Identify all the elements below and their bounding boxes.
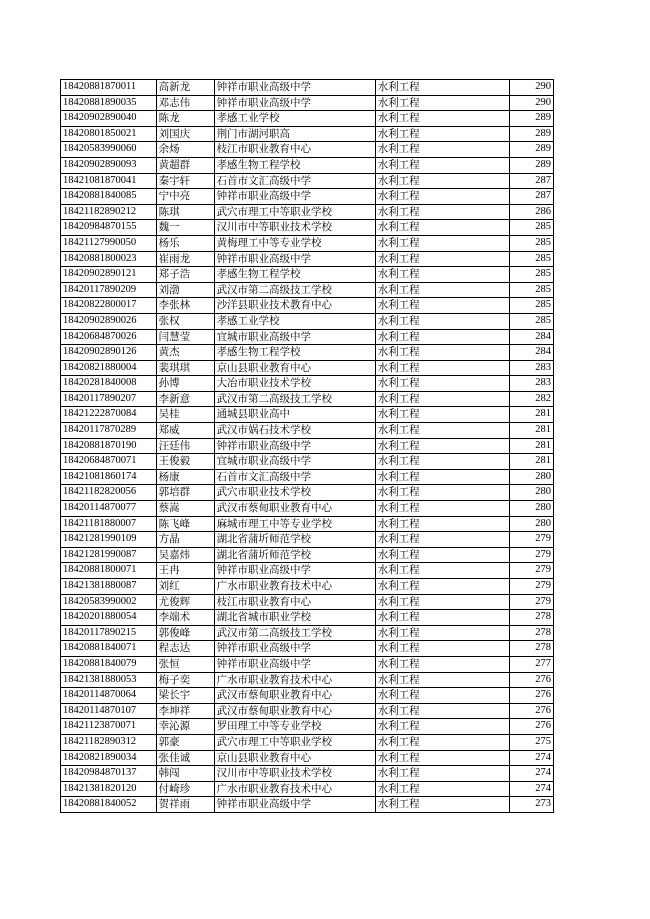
school-name-cell: 石首市文汇高级中学 <box>214 469 375 485</box>
major-cell: 水利工程 <box>375 688 509 704</box>
student-name-cell: 汪廷伟 <box>156 438 214 454</box>
exam-number-cell: 18420114870077 <box>61 501 157 517</box>
major-cell: 水利工程 <box>375 267 509 283</box>
table-row <box>61 345 554 361</box>
exam-number-cell: 18420902890121 <box>61 267 157 283</box>
student-name-cell: 郭豪 <box>156 734 214 750</box>
table-row <box>61 298 554 314</box>
score-cell: 290 <box>509 80 553 96</box>
student-name-cell: 郭俊峰 <box>156 625 214 641</box>
school-name-cell: 孝感生物工程学校 <box>214 157 375 173</box>
school-name-cell: 武汉市第二高级技工学校 <box>214 625 375 641</box>
major-cell: 水利工程 <box>375 641 509 657</box>
major-cell: 水利工程 <box>375 376 509 392</box>
exam-number-cell: 18420117890209 <box>61 282 157 298</box>
major-cell: 水利工程 <box>375 766 509 782</box>
major-cell: 水利工程 <box>375 469 509 485</box>
table-row <box>61 594 554 610</box>
table-row <box>61 251 554 267</box>
student-name-cell: 陈龙 <box>156 111 214 127</box>
score-table-body <box>61 80 554 813</box>
school-name-cell: 京山县职业教育中心 <box>214 360 375 376</box>
exam-number-cell: 18420117890215 <box>61 625 157 641</box>
exam-number-cell: 18420881840085 <box>61 189 157 205</box>
student-name-cell: 高新龙 <box>156 80 214 96</box>
major-cell: 水利工程 <box>375 610 509 626</box>
school-name-cell: 钟祥市职业高级中学 <box>214 95 375 111</box>
exam-number-cell: 18420881800023 <box>61 251 157 267</box>
exam-number-cell: 18420201880054 <box>61 610 157 626</box>
table-row <box>61 719 554 735</box>
exam-number-cell: 18420881840079 <box>61 656 157 672</box>
student-name-cell: 邓志伟 <box>156 95 214 111</box>
major-cell: 水利工程 <box>375 95 509 111</box>
table-row <box>61 469 554 485</box>
school-name-cell: 武穴市理工中等职业学校 <box>214 204 375 220</box>
major-cell: 水利工程 <box>375 126 509 142</box>
school-name-cell: 广水市职业教育技术中心 <box>214 672 375 688</box>
table-row <box>61 80 554 96</box>
student-name-cell: 贺祥雨 <box>156 797 214 813</box>
student-name-cell: 张佳诚 <box>156 750 214 766</box>
score-cell: 287 <box>509 173 553 189</box>
student-name-cell: 尤俊辉 <box>156 594 214 610</box>
exam-number-cell: 18420684870026 <box>61 329 157 345</box>
table-row <box>61 391 554 407</box>
major-cell: 水利工程 <box>375 298 509 314</box>
score-cell: 274 <box>509 781 553 797</box>
score-cell: 277 <box>509 656 553 672</box>
score-cell: 279 <box>509 547 553 563</box>
score-cell: 276 <box>509 703 553 719</box>
school-name-cell: 沙洋县职业技术教育中心 <box>214 298 375 314</box>
student-name-cell: 付崎珍 <box>156 781 214 797</box>
school-name-cell: 钟祥市职业高级中学 <box>214 438 375 454</box>
score-cell: 279 <box>509 594 553 610</box>
table-row <box>61 579 554 595</box>
table-row <box>61 282 554 298</box>
score-cell: 276 <box>509 719 553 735</box>
score-cell: 285 <box>509 298 553 314</box>
table-row <box>61 781 554 797</box>
table-row <box>61 438 554 454</box>
school-name-cell: 黄梅理工中等专业学校 <box>214 235 375 251</box>
exam-number-cell: 18420902890040 <box>61 111 157 127</box>
score-cell: 279 <box>509 563 553 579</box>
score-cell: 289 <box>509 111 553 127</box>
school-name-cell: 武汉市蔡甸职业教育中心 <box>214 688 375 704</box>
table-row <box>61 501 554 517</box>
exam-number-cell: 18420902890126 <box>61 345 157 361</box>
school-name-cell: 钟祥市职业高级中学 <box>214 563 375 579</box>
exam-number-cell: 18420583990002 <box>61 594 157 610</box>
student-name-cell: 蔡嵩 <box>156 501 214 517</box>
exam-number-cell: 18421381880053 <box>61 672 157 688</box>
major-cell: 水利工程 <box>375 563 509 579</box>
school-name-cell: 宜城市职业高级中学 <box>214 329 375 345</box>
major-cell: 水利工程 <box>375 360 509 376</box>
school-name-cell: 枝江市职业教育中心 <box>214 594 375 610</box>
score-cell: 286 <box>509 204 553 220</box>
score-cell: 276 <box>509 672 553 688</box>
student-name-cell: 李张林 <box>156 298 214 314</box>
school-name-cell: 武汉市蔡甸职业教育中心 <box>214 501 375 517</box>
table-row <box>61 423 554 439</box>
major-cell: 水利工程 <box>375 438 509 454</box>
exam-number-cell: 18420117890207 <box>61 391 157 407</box>
score-cell: 284 <box>509 329 553 345</box>
table-row <box>61 142 554 158</box>
major-cell: 水利工程 <box>375 750 509 766</box>
student-name-cell: 王冉 <box>156 563 214 579</box>
score-cell: 273 <box>509 797 553 813</box>
student-name-cell: 郑子浩 <box>156 267 214 283</box>
student-name-cell: 吴嘉炜 <box>156 547 214 563</box>
table-row <box>61 625 554 641</box>
exam-number-cell: 18420881840052 <box>61 797 157 813</box>
school-name-cell: 大冶市职业技术学校 <box>214 376 375 392</box>
major-cell: 水利工程 <box>375 625 509 641</box>
score-cell: 285 <box>509 251 553 267</box>
score-cell: 283 <box>509 376 553 392</box>
school-name-cell: 武汉市娲石技术学校 <box>214 423 375 439</box>
score-cell: 282 <box>509 391 553 407</box>
school-name-cell: 武汉市蔡甸职业教育中心 <box>214 703 375 719</box>
student-name-cell: 王俊毅 <box>156 454 214 470</box>
school-name-cell: 孝感生物工程学校 <box>214 345 375 361</box>
table-row <box>61 750 554 766</box>
score-cell: 287 <box>509 189 553 205</box>
student-name-cell: 方晶 <box>156 532 214 548</box>
score-cell: 274 <box>509 750 553 766</box>
major-cell: 水利工程 <box>375 157 509 173</box>
score-cell: 278 <box>509 610 553 626</box>
table-row <box>61 454 554 470</box>
school-name-cell: 麻城市理工中等专业学校 <box>214 516 375 532</box>
table-row <box>61 376 554 392</box>
admission-score-table <box>60 79 554 813</box>
school-name-cell: 广水市职业教育技术中心 <box>214 579 375 595</box>
table-row <box>61 360 554 376</box>
major-cell: 水利工程 <box>375 142 509 158</box>
exam-number-cell: 18420114870107 <box>61 703 157 719</box>
school-name-cell: 钟祥市职业高级中学 <box>214 80 375 96</box>
school-name-cell: 京山县职业教育中心 <box>214 750 375 766</box>
exam-number-cell: 18421381880087 <box>61 579 157 595</box>
major-cell: 水利工程 <box>375 345 509 361</box>
major-cell: 水利工程 <box>375 189 509 205</box>
table-row <box>61 235 554 251</box>
student-name-cell: 李坤祥 <box>156 703 214 719</box>
student-name-cell: 魏一 <box>156 220 214 236</box>
school-name-cell: 武穴市职业技术学校 <box>214 485 375 501</box>
table-row <box>61 672 554 688</box>
student-name-cell: 黄超群 <box>156 157 214 173</box>
major-cell: 水利工程 <box>375 579 509 595</box>
school-name-cell: 石首市文汇高级中学 <box>214 173 375 189</box>
exam-number-cell: 18420117870289 <box>61 423 157 439</box>
exam-number-cell: 18421181880007 <box>61 516 157 532</box>
major-cell: 水利工程 <box>375 656 509 672</box>
major-cell: 水利工程 <box>375 423 509 439</box>
school-name-cell: 汉川市中等职业技术学校 <box>214 220 375 236</box>
major-cell: 水利工程 <box>375 204 509 220</box>
student-name-cell: 陈飞峰 <box>156 516 214 532</box>
score-cell: 280 <box>509 469 553 485</box>
exam-number-cell: 18421081860174 <box>61 469 157 485</box>
score-cell: 280 <box>509 516 553 532</box>
student-name-cell: 宁中亮 <box>156 189 214 205</box>
school-name-cell: 武汉市第二高级技工学校 <box>214 282 375 298</box>
major-cell: 水利工程 <box>375 501 509 517</box>
student-name-cell: 秦宇轩 <box>156 173 214 189</box>
major-cell: 水利工程 <box>375 703 509 719</box>
major-cell: 水利工程 <box>375 797 509 813</box>
exam-number-cell: 18421281990109 <box>61 532 157 548</box>
exam-number-cell: 18420684870071 <box>61 454 157 470</box>
exam-number-cell: 18421182820056 <box>61 485 157 501</box>
major-cell: 水利工程 <box>375 547 509 563</box>
school-name-cell: 湖北省城市职业学校 <box>214 610 375 626</box>
major-cell: 水利工程 <box>375 734 509 750</box>
exam-number-cell: 18421281990087 <box>61 547 157 563</box>
student-name-cell: 李新意 <box>156 391 214 407</box>
score-cell: 285 <box>509 220 553 236</box>
student-name-cell: 余炀 <box>156 142 214 158</box>
table-row <box>61 329 554 345</box>
exam-number-cell: 18421127990050 <box>61 235 157 251</box>
table-row <box>61 95 554 111</box>
score-cell: 279 <box>509 579 553 595</box>
score-cell: 278 <box>509 625 553 641</box>
score-cell: 283 <box>509 360 553 376</box>
exam-number-cell: 18421222870084 <box>61 407 157 423</box>
table-row <box>61 204 554 220</box>
student-name-cell: 裴琪琪 <box>156 360 214 376</box>
score-cell: 281 <box>509 407 553 423</box>
student-name-cell: 刘渤 <box>156 282 214 298</box>
score-cell: 276 <box>509 688 553 704</box>
table-row <box>61 220 554 236</box>
score-cell: 290 <box>509 95 553 111</box>
exam-number-cell: 18420881840071 <box>61 641 157 657</box>
score-cell: 278 <box>509 641 553 657</box>
score-cell: 285 <box>509 235 553 251</box>
exam-number-cell: 18420902890093 <box>61 157 157 173</box>
school-name-cell: 罗田理工中等专业学校 <box>214 719 375 735</box>
exam-number-cell: 18420881890035 <box>61 95 157 111</box>
school-name-cell: 广水市职业教育技术中心 <box>214 781 375 797</box>
student-name-cell: 韩闯 <box>156 766 214 782</box>
exam-number-cell: 18420281840008 <box>61 376 157 392</box>
school-name-cell: 武穴市理工中等职业学校 <box>214 734 375 750</box>
major-cell: 水利工程 <box>375 282 509 298</box>
school-name-cell: 枝江市职业教育中心 <box>214 142 375 158</box>
score-cell: 284 <box>509 345 553 361</box>
exam-number-cell: 18420821890034 <box>61 750 157 766</box>
major-cell: 水利工程 <box>375 454 509 470</box>
major-cell: 水利工程 <box>375 111 509 127</box>
exam-number-cell: 18421081870041 <box>61 173 157 189</box>
score-cell: 285 <box>509 267 553 283</box>
major-cell: 水利工程 <box>375 407 509 423</box>
student-name-cell: 梁长宇 <box>156 688 214 704</box>
major-cell: 水利工程 <box>375 235 509 251</box>
table-row <box>61 656 554 672</box>
exam-number-cell: 18420984870137 <box>61 766 157 782</box>
exam-number-cell: 18421381820120 <box>61 781 157 797</box>
student-name-cell: 张恒 <box>156 656 214 672</box>
school-name-cell: 通城县职业高中 <box>214 407 375 423</box>
major-cell: 水利工程 <box>375 781 509 797</box>
table-row <box>61 267 554 283</box>
school-name-cell: 武汉市第二高级技工学校 <box>214 391 375 407</box>
exam-number-cell: 18420822800017 <box>61 298 157 314</box>
table-row <box>61 111 554 127</box>
table-row <box>61 173 554 189</box>
major-cell: 水利工程 <box>375 391 509 407</box>
table-row <box>61 485 554 501</box>
school-name-cell: 宜城市职业高级中学 <box>214 454 375 470</box>
major-cell: 水利工程 <box>375 532 509 548</box>
school-name-cell: 钟祥市职业高级中学 <box>214 797 375 813</box>
exam-number-cell: 18420881870190 <box>61 438 157 454</box>
major-cell: 水利工程 <box>375 251 509 267</box>
score-cell: 275 <box>509 734 553 750</box>
exam-number-cell: 18420583990060 <box>61 142 157 158</box>
student-name-cell: 杨乐 <box>156 235 214 251</box>
student-name-cell: 刘国庆 <box>156 126 214 142</box>
student-name-cell: 张权 <box>156 313 214 329</box>
score-cell: 279 <box>509 532 553 548</box>
major-cell: 水利工程 <box>375 173 509 189</box>
school-name-cell: 钟祥市职业高级中学 <box>214 189 375 205</box>
school-name-cell: 孝感工业学校 <box>214 313 375 329</box>
table-row <box>61 547 554 563</box>
score-cell: 285 <box>509 282 553 298</box>
school-name-cell: 荆门市湖河职高 <box>214 126 375 142</box>
exam-number-cell: 18420881870011 <box>61 80 157 96</box>
major-cell: 水利工程 <box>375 719 509 735</box>
exam-number-cell: 18420114870064 <box>61 688 157 704</box>
score-cell: 281 <box>509 454 553 470</box>
exam-number-cell: 18420984870155 <box>61 220 157 236</box>
school-name-cell: 湖北省蒲圻师范学校 <box>214 547 375 563</box>
student-name-cell: 幸沁源 <box>156 719 214 735</box>
major-cell: 水利工程 <box>375 329 509 345</box>
major-cell: 水利工程 <box>375 672 509 688</box>
score-cell: 280 <box>509 485 553 501</box>
school-name-cell: 孝感工业学校 <box>214 111 375 127</box>
table-row <box>61 313 554 329</box>
table-row <box>61 688 554 704</box>
table-row <box>61 734 554 750</box>
school-name-cell: 湖北省蒲圻师范学校 <box>214 532 375 548</box>
table-row <box>61 189 554 205</box>
table-row <box>61 407 554 423</box>
table-row <box>61 563 554 579</box>
student-name-cell: 孙博 <box>156 376 214 392</box>
exam-number-cell: 18420902890026 <box>61 313 157 329</box>
student-name-cell: 吴桂 <box>156 407 214 423</box>
table-row <box>61 610 554 626</box>
major-cell: 水利工程 <box>375 485 509 501</box>
table-row <box>61 766 554 782</box>
school-name-cell: 钟祥市职业高级中学 <box>214 641 375 657</box>
major-cell: 水利工程 <box>375 516 509 532</box>
school-name-cell: 汉川市中等职业技术学校 <box>214 766 375 782</box>
table-row <box>61 641 554 657</box>
major-cell: 水利工程 <box>375 313 509 329</box>
score-cell: 285 <box>509 313 553 329</box>
student-name-cell: 程志达 <box>156 641 214 657</box>
score-cell: 289 <box>509 126 553 142</box>
student-name-cell: 郭培群 <box>156 485 214 501</box>
student-name-cell: 崔雨龙 <box>156 251 214 267</box>
major-cell: 水利工程 <box>375 220 509 236</box>
exam-number-cell: 18420821880004 <box>61 360 157 376</box>
table-row <box>61 126 554 142</box>
major-cell: 水利工程 <box>375 80 509 96</box>
exam-number-cell: 18420801850021 <box>61 126 157 142</box>
score-cell: 280 <box>509 501 553 517</box>
student-name-cell: 黄杰 <box>156 345 214 361</box>
exam-number-cell: 18421182890212 <box>61 204 157 220</box>
table-row <box>61 157 554 173</box>
school-name-cell: 孝感生物工程学校 <box>214 267 375 283</box>
exam-number-cell: 18421123870071 <box>61 719 157 735</box>
score-cell: 274 <box>509 766 553 782</box>
school-name-cell: 钟祥市职业高级中学 <box>214 251 375 267</box>
student-name-cell: 李端术 <box>156 610 214 626</box>
student-name-cell: 闫慧莹 <box>156 329 214 345</box>
table-row <box>61 703 554 719</box>
exam-number-cell: 18420881800071 <box>61 563 157 579</box>
school-name-cell: 钟祥市职业高级中学 <box>214 656 375 672</box>
student-name-cell: 梅子奕 <box>156 672 214 688</box>
exam-number-cell: 18421182890312 <box>61 734 157 750</box>
table-row <box>61 516 554 532</box>
student-name-cell: 杨康 <box>156 469 214 485</box>
student-name-cell: 刘红 <box>156 579 214 595</box>
score-cell: 289 <box>509 157 553 173</box>
student-name-cell: 郑威 <box>156 423 214 439</box>
major-cell: 水利工程 <box>375 594 509 610</box>
score-cell: 281 <box>509 423 553 439</box>
table-row <box>61 532 554 548</box>
score-cell: 289 <box>509 142 553 158</box>
score-cell: 281 <box>509 438 553 454</box>
table-row <box>61 797 554 813</box>
student-name-cell: 陈琪 <box>156 204 214 220</box>
